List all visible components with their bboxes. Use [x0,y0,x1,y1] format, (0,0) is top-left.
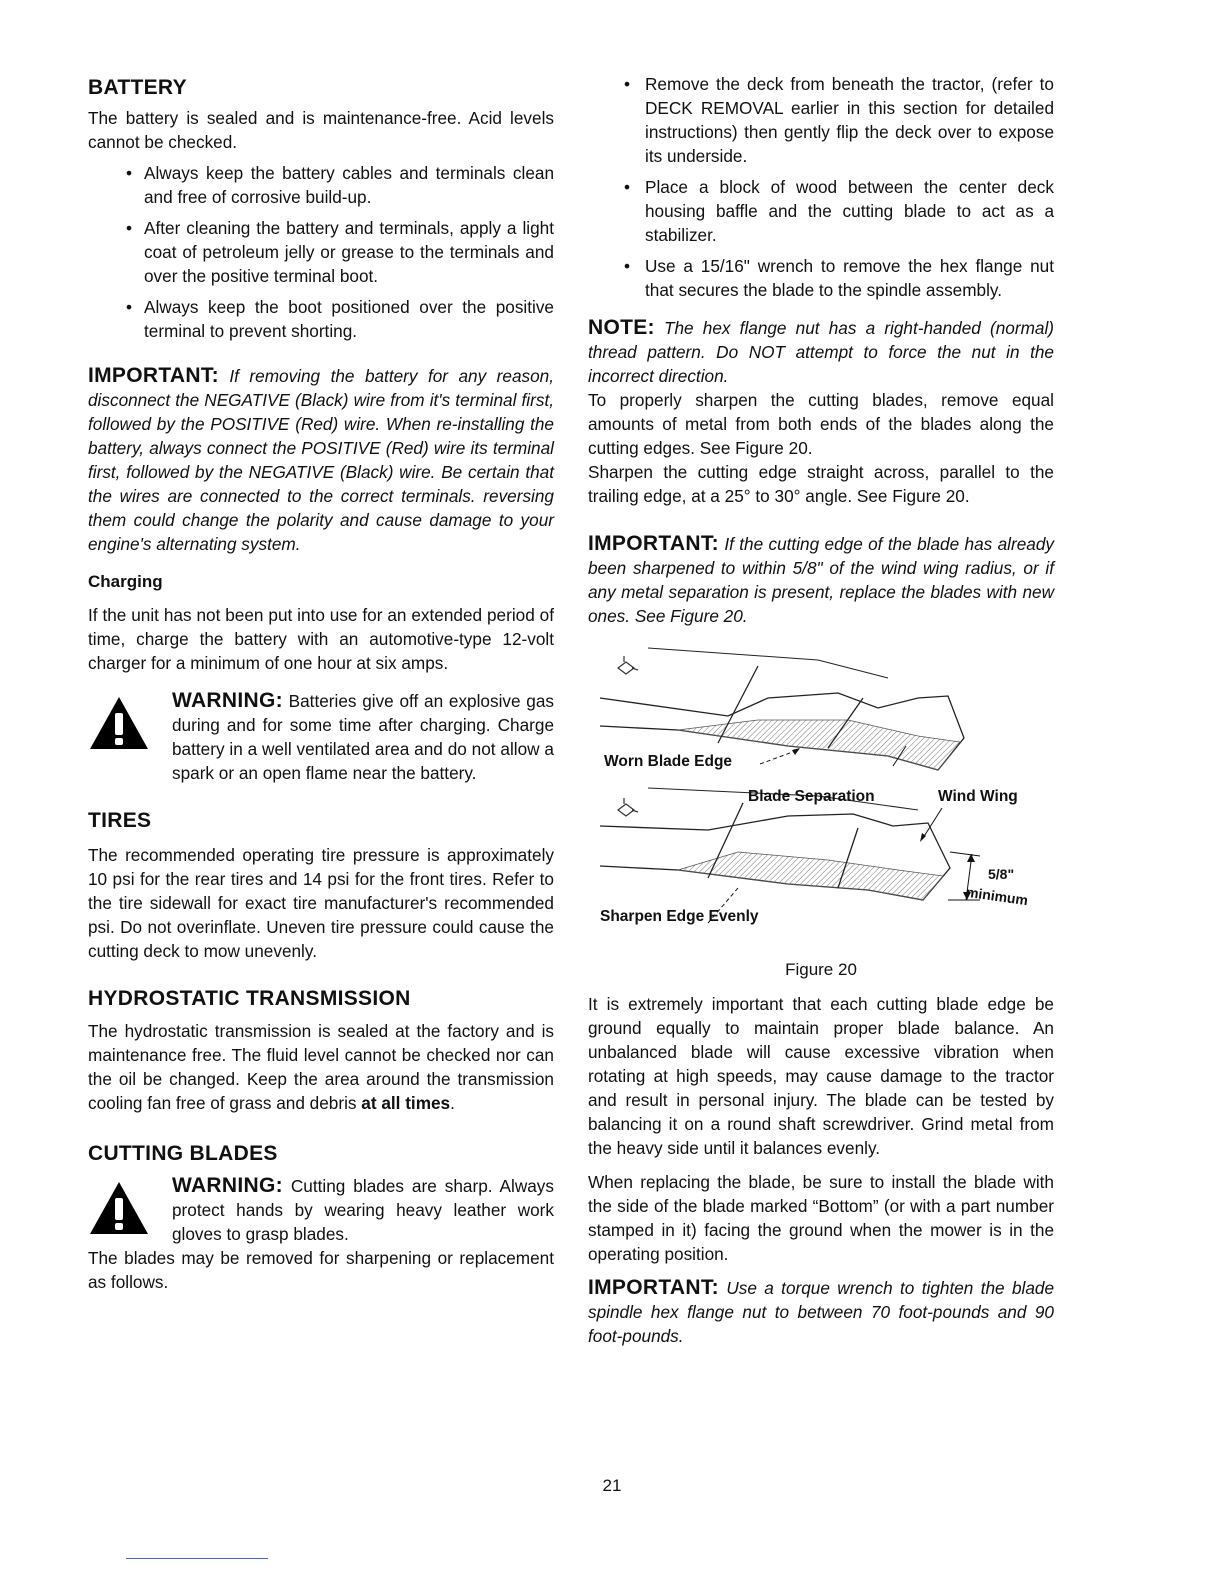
hydro-heading: HYDROSTATIC TRANSMISSION [88,987,411,1010]
note [588,316,1054,388]
tires-heading: TIRES [88,809,152,832]
nut-icon [618,798,638,816]
important-wind-wing [588,532,1054,628]
battery-heading: BATTERY [88,76,187,99]
battery-warning [88,689,554,785]
warning-triangle-icon [88,1180,150,1236]
removal-bullets [588,72,1054,302]
list-item: • After cleaning the battery and terminals, apply a light coat of petroleum jelly or grease to the terminals and over the positive terminal boot. [88,216,554,288]
wind-wing-label: Wind Wing [938,788,1018,805]
blades-text: The blades may be removed for sharpening or replacement as follows. [88,1248,554,1292]
note-text: The hex flange nut has a right-handed (normal) thread pattern. Do NOT attempt to force the nut in the incorrect direction. [588,318,1054,386]
battery-intro: The battery is sealed and is maintenance-free. Acid levels cannot be checked. [88,108,554,152]
leader-lines [708,746,980,923]
nut-icon [618,656,638,674]
page-number: 21 [602,1476,622,1495]
figure-caption: Figure 20 [785,960,857,979]
list-item: • Use a 15/16" wrench to remove the hex flange nut that secures the blade to the spindle assembly. [588,254,1054,302]
warning-triangle-icon [88,695,150,751]
warning-text: Cutting blades are sharp. Always protect hands by wearing heavy leather work gloves to grasp blades. [172,1176,554,1244]
blade-separation-label: Blade Separation [748,788,875,805]
important-text: Use a torque wrench to tighten the blade spindle hex flange nut to between 70 foot-pounds and 90 foot-pounds. [588,1278,1055,1346]
minimum-label: minimum [965,883,1030,909]
sharpen-text-2: Sharpen the cutting edge straight across, parallel to the trailing edge, at a 25° to 30° angle. See Figure 20. [588,462,1054,506]
hydro-text [88,1019,554,1115]
figure-20 [588,638,1054,958]
battery-important [88,364,554,556]
important-text: If the cutting edge of the blade has already been sharpened to within 5/8" of the wind wing radius, or if any metal separation is present, replace the blades with new ones. See Figure 20. [588,534,1054,626]
tires-text: The recommended operating tire pressure is approximately 10 psi for the rear tires and 14 psi for the front tires. Refer to the tire sidewall for exact tire manufacturer's recommended psi. Do not overinflate. Uneven tire pressure could cause the cutting deck to mow unevenly. [88,845,554,961]
sharpen-edge-label: Sharpen Edge Evenly [600,908,759,925]
battery-bullets [88,161,554,343]
important-label: IMPORTANT: [88,364,219,387]
hydro-period: . [450,1093,455,1113]
charging-heading: Charging [88,572,163,591]
warning-text: Batteries give off an explosive gas during and for some time after charging. Charge battery in a well ventilated area and do not allow a spark or an open flame near the battery. [172,691,554,783]
list-item: • Place a block of wood between the center deck housing baffle and the cutting blade to act as a stabilizer. [588,175,1054,247]
right-column [588,70,1054,1348]
important-torque [588,1276,1054,1348]
list-item: • Always keep the boot positioned over the positive terminal to prevent shorting. [88,295,554,343]
balance-text: It is extremely important that each cutting blade edge be ground equally to maintain proper blade balance. An unbalanced blade will cause excessive vibration when rotating at high speeds, may cause damage to the tractor and result in personal injury. The blade can be tested by balancing it on a round shaft screwdriver. Grind metal from the heavy side until it balances evenly. [588,994,1054,1158]
left-column [88,70,554,1294]
important-label: IMPORTANT: [588,532,719,555]
warning-label: WARNING: [172,689,283,712]
blades-heading: CUTTING BLADES [88,1142,278,1165]
worn-blade-edge-label: Worn Blade Edge [604,753,733,770]
important-text: If removing the battery for any reason, disconnect the NEGATIVE (Black) wire from it's terminal first, followed by the POSITIVE (Red) wire. When re-installing the battery, always connect the POSITIVE (Red) wire its terminal first, followed by the NEGATIVE (Black) wire. Be certain that the wires are connected to the correct terminals. reversing them could change the polarity and cause damage to your engine's alternating system. [88,366,554,554]
charging-text: If the unit has not been put into use for an extended period of time, charge the battery with an automotive-type 12-volt charger for a minimum of one hour at six amps. [88,605,554,673]
footer-line [126,1558,268,1559]
replace-text: When replacing the blade, be sure to install the blade with the side of the blade marked “Bottom” (or with a part number stamped in it) facing the ground when the mower is in the operating position. [588,1172,1054,1264]
blades-warning [88,1174,554,1246]
measure-label: 5/8" [988,866,1015,882]
note-label: NOTE: [588,316,655,339]
hydro-emphasis: at all times [361,1093,451,1113]
list-item: • Always keep the battery cables and terminals clean and free of corrosive build-up. [88,161,554,209]
hydro-body: The hydrostatic transmission is sealed at the factory and is maintenance free. The fluid level cannot be checked nor can the oil be changed. Keep the area around the transmission cooling fan free of grass and debris [88,1021,554,1113]
sharpen-text-1: To properly sharpen the cutting blades, remove equal amounts of metal from both ends of the blades along the cutting edges. See Figure 20. [588,390,1054,458]
list-item: • Remove the deck from beneath the tractor, (refer to DECK REMOVAL earlier in this section for detailed instructions) then gently flip the deck over to expose its underside. [588,72,1054,168]
warning-label: WARNING: [172,1174,283,1197]
important-label: IMPORTANT: [588,1276,719,1299]
worn-blade [600,648,964,770]
